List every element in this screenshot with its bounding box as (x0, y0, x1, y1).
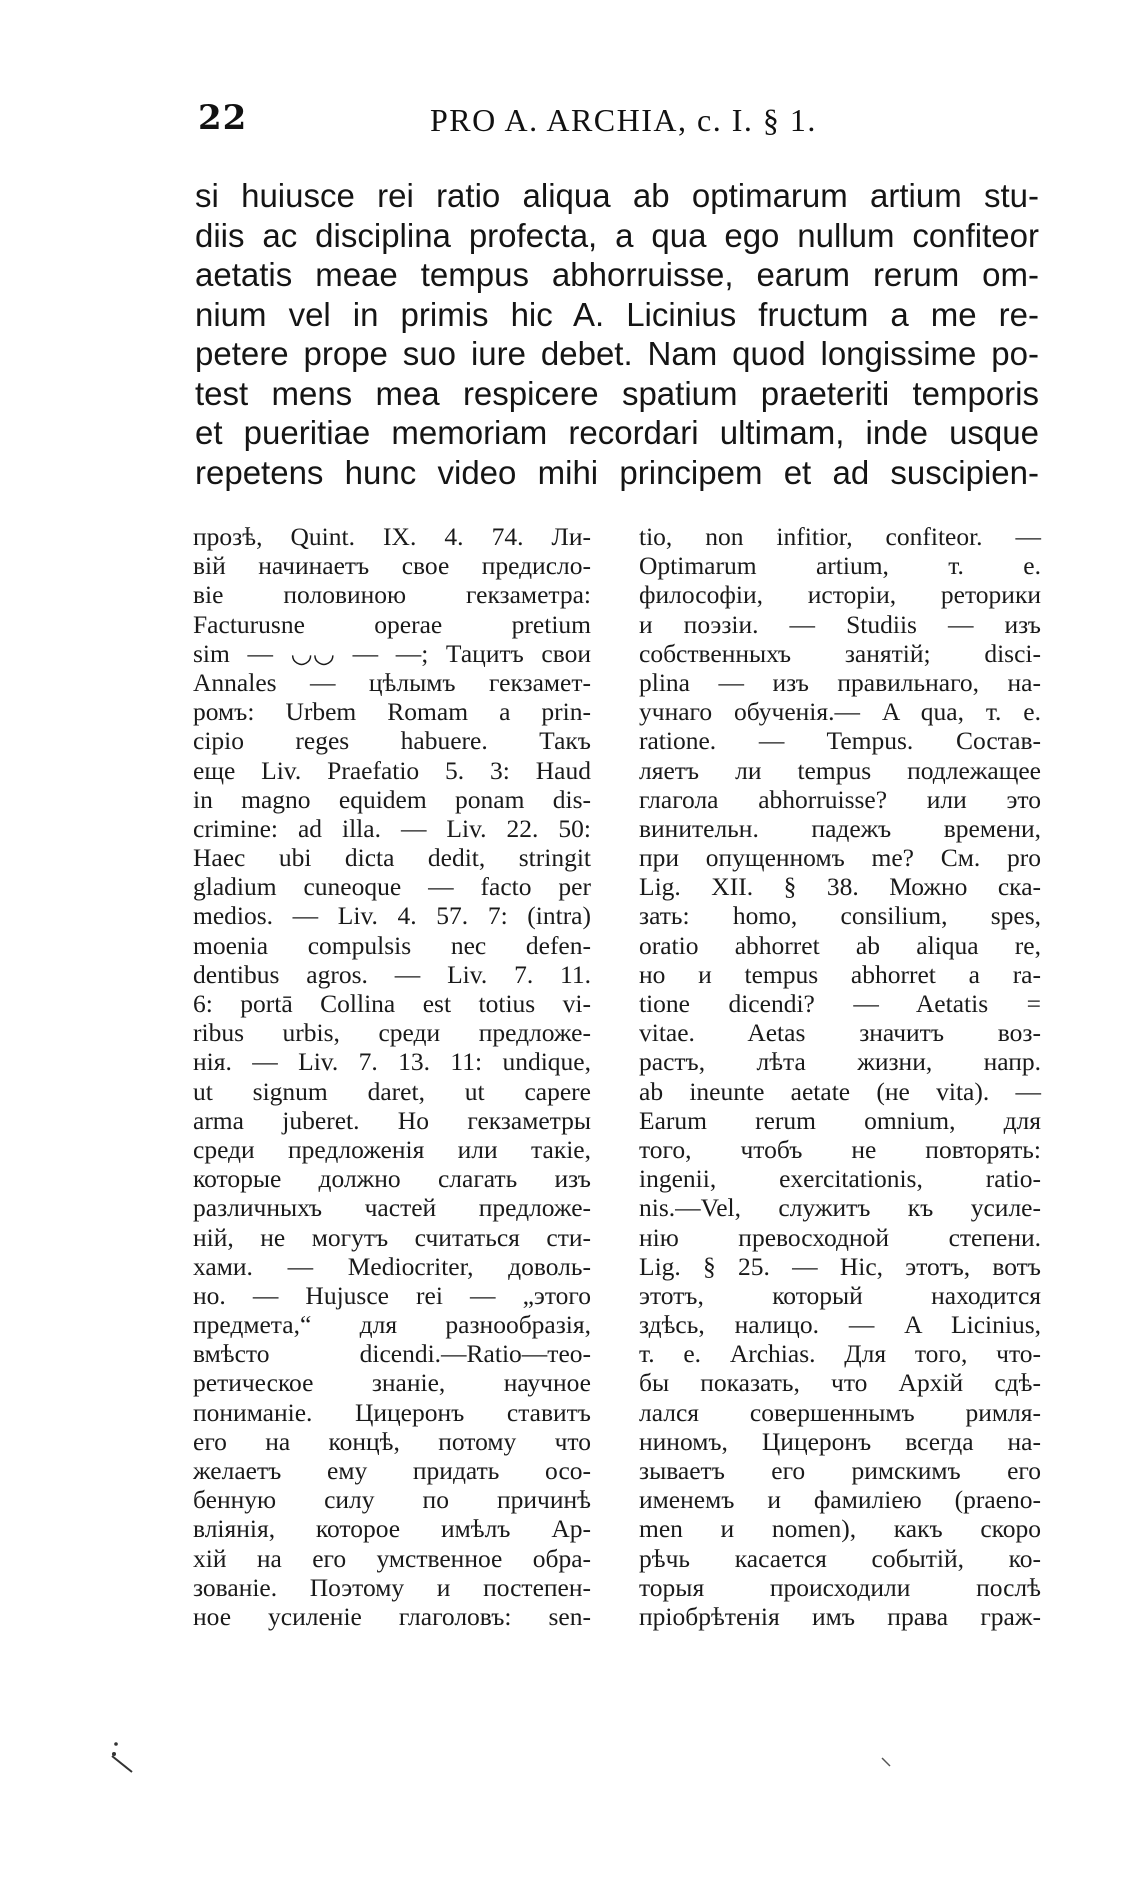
commentary-line: т. е. Archias. Для того, что- (639, 1339, 1041, 1369)
main-text-line: si huiusce rei ratio aliqua ab optimarum artium stu- (195, 177, 1039, 214)
commentary-line: учнаго обученія.— A qua, т. е. (639, 697, 1041, 727)
commentary-line: віе половиною гекзаметра: (193, 580, 591, 610)
commentary-line: nis.—Vel, служитъ къ усиле- (639, 1193, 1041, 1223)
commentary-line: sim — ◡◡ — —; Тацитъ свои (193, 638, 591, 668)
commentary-line: moenia compulsis nec defen- (193, 930, 591, 960)
commentary-line: crimine: ad illa. — Liv. 22. 50: (193, 813, 591, 843)
commentary-line: которые должно слагать изъ (193, 1164, 591, 1194)
commentary-line: хами. — Mediocriter, доволь- (193, 1251, 591, 1281)
commentary-line: men и nomen), какъ скоро (639, 1514, 1041, 1544)
commentary-line: растъ, лѣта жизни, напр. (639, 1047, 1041, 1077)
commentary-line: бы показать, что Архій сдѣ- (639, 1368, 1041, 1398)
commentary-line: dentibus agros. — Liv. 7. 11. (193, 959, 591, 989)
commentary-line: gladium cuneoque — facto per (193, 872, 591, 902)
commentary-line: ut signum daret, ut capere (193, 1076, 591, 1106)
commentary-line: пріобрѣтенія имъ права граж- (639, 1601, 1041, 1631)
commentary-line: лался совершеннымъ римля- (639, 1397, 1041, 1427)
commentary-line: рѣчь касается событій, ко- (639, 1543, 1041, 1573)
main-text-line: repetens hunc video mihi principem et ad suscipien- (195, 453, 1039, 491)
commentary-line: прозѣ, Quint. IX. 4. 74. Ли- (193, 522, 591, 551)
commentary-line: Facturusne operae pretium (193, 609, 591, 639)
commentary-line: здѣсь, налицо. — A Licinius, (639, 1310, 1041, 1340)
commentary-line: среди предложенія или такіе, (193, 1134, 591, 1164)
commentary-line: вій начинаетъ свое предисло- (193, 551, 591, 581)
commentary-line: нія. — Liv. 7. 13. 11: undique, (193, 1047, 591, 1077)
commentary-line: при опущенномъ me? См. pro (639, 843, 1041, 873)
commentary-line: зать: homo, consilium, spes, (639, 901, 1041, 931)
commentary-line: но и tempus abhorret a ra- (639, 959, 1041, 989)
commentary-line: зываетъ его римскимъ его (639, 1456, 1041, 1485)
commentary-line: этотъ, который находится (639, 1280, 1041, 1310)
running-title: PRO A. ARCHIA, c. I. § 1. (430, 102, 817, 138)
commentary-line: его на концѣ, потому что (193, 1426, 591, 1456)
commentary-line: нію превосходной степени. (639, 1222, 1041, 1252)
commentary-line: Earum rerum omnium, для (639, 1105, 1041, 1135)
commentary-line: бенную силу по причинѣ (193, 1485, 591, 1515)
main-text-line: petere prope suo iure debet. Nam quod longissime po- (195, 335, 1039, 372)
commentary-line: глагола abhorruisse? или это (639, 784, 1041, 814)
commentary-line: ab ineunte aetate (не vita). — (639, 1076, 1041, 1106)
commentary-line: и поэзіи. — Studiis — изъ (639, 609, 1041, 639)
commentary-line: 6: portā Collina est totius vi- (193, 989, 591, 1018)
commentary-line: хій на его умственное обра- (193, 1543, 591, 1573)
latin-main-text (195, 176, 1039, 492)
ink-speck-mark (880, 1756, 894, 1770)
commentary-line: того, чтобъ не повторять: (639, 1134, 1041, 1164)
commentary-line: plina — изъ правильнаго, на- (639, 667, 1041, 697)
commentary-line: ляетъ ли tempus подлежащее (639, 755, 1041, 785)
main-text-line: et pueritiae memoriam recordari ultimam, inde usque (195, 414, 1039, 451)
commentary-line: пониманіе. Цицеронъ ставитъ (193, 1397, 591, 1427)
commentary-line: Optimarum artium, т. е. (639, 551, 1041, 581)
commentary-line: желаетъ ему придать осо- (193, 1456, 591, 1485)
commentary-line: medios. — Liv. 4. 57. 7: (intra) (193, 901, 591, 931)
commentary-line: ниномъ, Цицеронъ всегда на- (639, 1426, 1041, 1456)
commentary-left-column (193, 522, 591, 1631)
page-number: 22 (198, 98, 248, 138)
commentary-line: arma juberet. Но гекзаметры (193, 1105, 591, 1135)
commentary-line: вліянія, которое имѣлъ Ар- (193, 1514, 591, 1544)
main-text-line: aetatis meae tempus abhorruisse, earum rerum om- (195, 256, 1039, 293)
commentary-line: ромъ: Urbem Romam a prin- (193, 697, 591, 727)
commentary-line: Lig. XII. § 38. Можно ска- (639, 872, 1041, 902)
commentary-line: oratio abhorret ab aliqua re, (639, 930, 1041, 960)
commentary-line: торыя происходили послѣ (639, 1572, 1041, 1602)
commentary-line: tio, non infitior, confiteor. — (639, 522, 1041, 551)
commentary-line: философіи, исторіи, реторики (639, 580, 1041, 610)
main-text-line: nium vel in primis hic A. Licinius fructum a me re- (195, 295, 1039, 333)
commentary-line: собственныхъ занятій; disci- (639, 638, 1041, 668)
commentary-line: tione dicendi? — Aetatis = (639, 989, 1041, 1018)
commentary-line: cipio reges habuere. Такъ (193, 726, 591, 756)
commentary-line: зованіе. Поэтому и постепен- (193, 1572, 591, 1602)
commentary-line: Haec ubi dicta dedit, stringit (193, 843, 591, 873)
main-text-line: diis ac disciplina profecta, a qua ego nullum confiteor (195, 216, 1039, 254)
commentary-line: ratione. — Tempus. Состав- (639, 726, 1041, 756)
ink-speck-mark (110, 1740, 140, 1780)
commentary-line: ное усиленіе глаголовъ: sen- (193, 1601, 591, 1631)
commentary-line: именемъ и фамиліею (praeno- (639, 1485, 1041, 1515)
commentary-line: винительн. падежъ времени, (639, 813, 1041, 843)
commentary-line: in magno equidem ponam dis- (193, 784, 591, 814)
commentary-line: еще Liv. Praefatio 5. 3: Haud (193, 755, 591, 785)
commentary-line: ній, не могутъ считаться сти- (193, 1222, 591, 1252)
commentary-line: различныхъ частей предложе- (193, 1193, 591, 1223)
commentary-line: Lig. § 25. — Hic, этотъ, вотъ (639, 1251, 1041, 1281)
commentary-line: предмета,“ для разнообразія, (193, 1310, 591, 1340)
commentary-line: ribus urbis, среди предложе- (193, 1018, 591, 1048)
commentary-line: вмѣсто dicendi.—Ratio—тео- (193, 1339, 591, 1369)
commentary-line: Annales — цѣлымъ гекзамет- (193, 667, 591, 697)
commentary-right-column (639, 522, 1041, 1631)
commentary-line: но. — Hujusce rei — „этого (193, 1280, 591, 1310)
commentary-line: ретическое знаніе, научное (193, 1368, 591, 1398)
page-header (198, 98, 818, 148)
main-text-line: test mens mea respicere spatium praeteriti temporis (195, 374, 1039, 412)
commentary-line: vitae. Aetas значитъ воз- (639, 1018, 1041, 1048)
commentary-line: ingenii, exercitationis, ratio- (639, 1164, 1041, 1194)
